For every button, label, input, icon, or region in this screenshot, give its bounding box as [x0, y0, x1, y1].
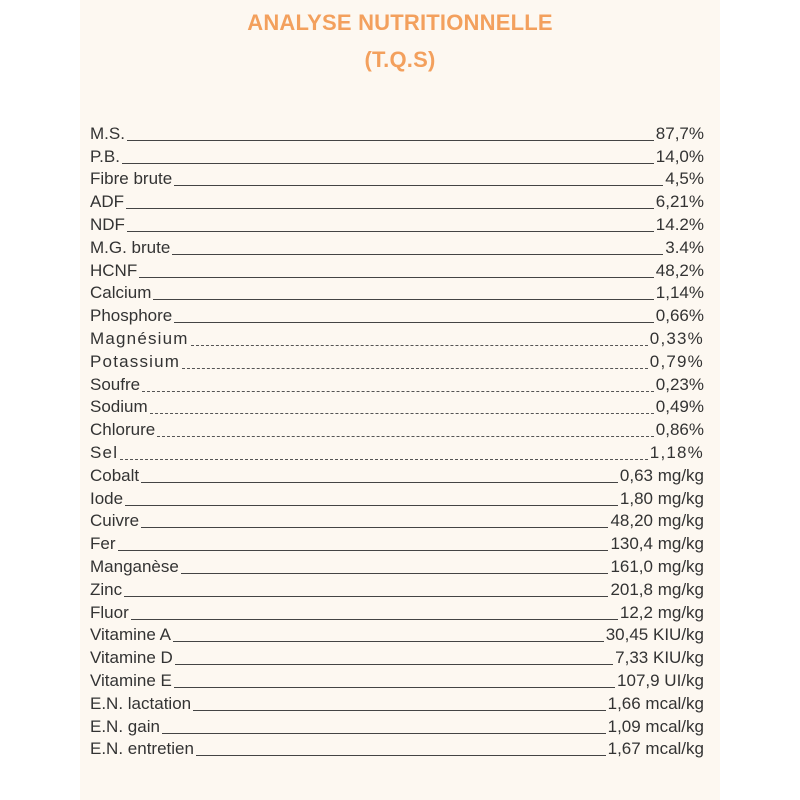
nutrition-row	[90, 713, 704, 736]
row-value: 0,79%	[649, 351, 704, 371]
leader-line	[141, 481, 618, 483]
row-value: 161,0 mg/kg	[610, 556, 704, 576]
nutrition-row	[90, 325, 704, 348]
row-label: Manganèse	[90, 556, 179, 576]
nutrition-row	[90, 166, 704, 189]
leader-line	[153, 298, 653, 300]
nutrition-row	[90, 622, 704, 645]
row-label: Sodium	[90, 397, 148, 417]
row-value: 1,18%	[649, 442, 704, 462]
nutrition-row	[90, 439, 704, 462]
row-value: 0,33%	[649, 328, 704, 348]
row-value: 3.4%	[665, 237, 704, 257]
leader-line	[172, 253, 663, 255]
row-value: 30,45 KIU/kg	[605, 625, 704, 645]
row-label: Vitamine D	[90, 648, 173, 668]
nutrition-row	[90, 644, 704, 667]
row-label: Calcium	[90, 283, 152, 303]
leader-line	[196, 754, 606, 756]
row-label: M.S.	[90, 123, 125, 143]
nutrition-row	[90, 553, 704, 576]
nutrition-row	[90, 394, 704, 417]
leader-line	[122, 162, 654, 164]
row-label: Potassium	[90, 351, 181, 371]
row-label: Phosphore	[90, 306, 173, 326]
leader-line	[118, 549, 609, 551]
row-label: E.N. entretien	[90, 739, 194, 759]
nutrition-row	[90, 576, 704, 599]
leader-line	[157, 435, 654, 437]
leader-line	[131, 618, 618, 620]
row-label: Cobalt	[90, 465, 140, 485]
nutrition-row	[90, 690, 704, 713]
row-value: 0,63 mg/kg	[619, 465, 704, 485]
leader-line	[127, 230, 654, 232]
nutrition-row	[90, 143, 704, 166]
row-label: Fer	[90, 534, 116, 554]
leader-line	[191, 344, 648, 346]
row-value: 1,14%	[655, 283, 704, 303]
leader-line	[182, 367, 648, 369]
row-value: 0,66%	[655, 306, 704, 326]
leader-line	[124, 595, 608, 597]
row-value: 87,7%	[655, 123, 704, 143]
leader-line	[126, 207, 654, 209]
row-label: Cuivre	[90, 511, 140, 531]
row-label: HCNF	[90, 260, 138, 280]
leader-line	[125, 504, 618, 506]
row-value: 0,49%	[655, 397, 704, 417]
nutrition-row	[90, 302, 704, 325]
row-value: 1,80 mg/kg	[619, 488, 704, 508]
row-value: 1,67 mcal/kg	[607, 739, 704, 759]
leader-line	[193, 709, 606, 711]
row-value: 12,2 mg/kg	[619, 602, 704, 622]
leader-line	[181, 572, 609, 574]
row-value: 0,86%	[655, 420, 704, 440]
leader-line	[120, 458, 648, 460]
row-label: E.N. gain	[90, 716, 160, 736]
row-label: E.N. lactation	[90, 693, 192, 713]
leader-line	[141, 526, 608, 528]
nutrition-row	[90, 188, 704, 211]
nutrition-row	[90, 211, 704, 234]
leader-line	[174, 184, 663, 186]
leader-line	[173, 640, 604, 642]
leader-line	[174, 321, 654, 323]
row-value: 130,4 mg/kg	[610, 534, 704, 554]
leader-line	[127, 139, 654, 141]
nutrition-row	[90, 371, 704, 394]
row-value: 1,66 mcal/kg	[607, 693, 704, 713]
row-label: P.B.	[90, 146, 120, 166]
row-value: 7,33 KIU/kg	[615, 648, 704, 668]
row-value: 48,20 mg/kg	[610, 511, 704, 531]
row-label: Sel	[90, 442, 119, 462]
leader-line	[142, 390, 654, 392]
nutrition-row	[90, 416, 704, 439]
leader-line	[174, 686, 615, 688]
page-subtitle: (T.Q.S)	[364, 47, 436, 72]
nutrition-row	[90, 530, 704, 553]
leader-line	[150, 412, 654, 414]
leader-line	[139, 276, 654, 278]
nutrition-row	[90, 485, 704, 508]
nutrition-row	[90, 736, 704, 759]
row-value: 4,5%	[665, 169, 704, 189]
nutrition-row	[90, 120, 704, 143]
row-value: 1,09 mcal/kg	[607, 716, 704, 736]
nutrition-list	[90, 120, 704, 758]
row-value: 0,23%	[655, 374, 704, 394]
nutrition-row	[90, 348, 704, 371]
row-label: Fluor	[90, 602, 129, 622]
row-value: 6,21%	[655, 192, 704, 212]
row-label: ADF	[90, 192, 124, 212]
row-label: NDF	[90, 214, 125, 234]
row-value: 107,9 UI/kg	[617, 670, 704, 690]
row-value: 14.2%	[655, 214, 704, 234]
row-label: Iode	[90, 488, 124, 508]
row-value: 14,0%	[655, 146, 704, 166]
row-label: Vitamine A	[90, 625, 171, 645]
nutrition-row	[90, 508, 704, 531]
nutrition-row	[90, 257, 704, 280]
nutrition-row	[90, 599, 704, 622]
row-label: Vitamine E	[90, 670, 172, 690]
row-label: Magnésium	[90, 328, 189, 348]
row-label: M.G. brute	[90, 237, 171, 257]
nutrition-row	[90, 234, 704, 257]
nutrition-row	[90, 280, 704, 303]
row-label: Fibre brute	[90, 169, 173, 189]
leader-line	[162, 732, 606, 734]
row-label: Chlorure	[90, 420, 156, 440]
nutrition-row	[90, 462, 704, 485]
row-label: Soufre	[90, 374, 141, 394]
row-value: 48,2%	[655, 260, 704, 280]
row-label: Zinc	[90, 579, 123, 599]
page-title: ANALYSE NUTRITIONNELLE	[247, 10, 553, 35]
row-value: 201,8 mg/kg	[610, 579, 704, 599]
nutrition-row	[90, 667, 704, 690]
leader-line	[175, 663, 613, 665]
